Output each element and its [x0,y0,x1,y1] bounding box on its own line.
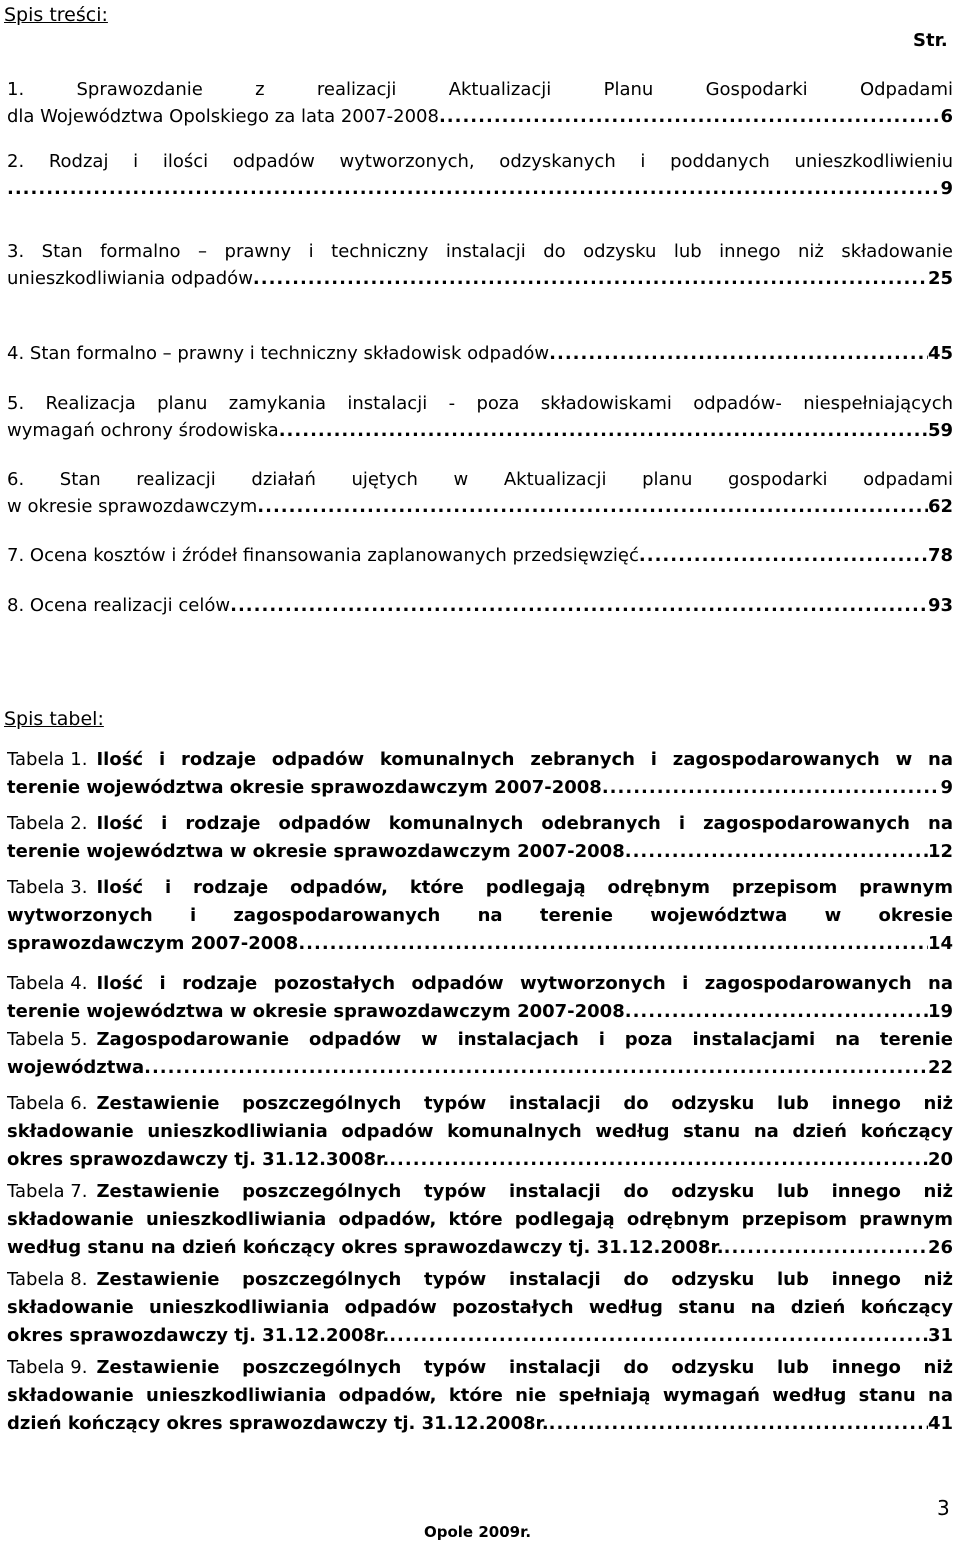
toc-title-line: 5. Realizacja planu zamykania instalacji - poza składowiskami odpadów- niespełniających [7,393,953,414]
toc-title-line: 8. Ocena realizacji celów [7,595,231,616]
table-list-title-line: Ilość i rodzaje odpadów komunalnych zebranych i zagospodarowanych w na [96,749,953,770]
table-list-title-line: okres sprawozdawczy tj. 31.12.2008r. [7,1325,390,1346]
table-list-title-line: Ilość i rodzaje odpadów komunalnych odebranych i zagospodarowanych na [96,813,953,834]
dot-leader [549,1412,928,1436]
table-list-title-line: Zestawienie poszczególnych typów instalacji do odzysku lub innego niż [96,1357,953,1378]
dot-leader [279,419,928,443]
table-list-title-line: wytworzonych i zagospodarowanych na terenie województwa w okresie [7,905,953,926]
toc-page-number: 93 [927,595,953,616]
toc-page-number: 62 [927,496,953,517]
dot-leader [625,840,928,864]
table-list-title-line: składowanie unieszkodliwiania odpadów, które podlegają odrębnym przepisom prawnym [7,1209,953,1230]
dot-leader [389,1324,928,1348]
table-list-page-number: 20 [927,1149,953,1170]
dot-leader [389,1148,928,1172]
dot-leader [724,1236,928,1260]
dot-leader [602,776,941,800]
table-list-title-line: składowanie unieszkodliwiania odpadów, które nie spełniają wymagań według stanu na [7,1385,953,1406]
table-list-title-line: składowanie unieszkodliwiania odpadów komunalnych według stanu na dzień kończący [7,1121,953,1142]
table-list-label: Tabela 3. [7,877,88,898]
toc-page-number: 78 [927,545,953,566]
toc-title-line: 4. Stan formalno – prawny i techniczny składowisk odpadów [7,343,550,364]
table-list-title-line: według stanu na dzień kończący okres sprawozdawczy tj. 31.12.2008r. [7,1237,724,1258]
table-list-title-line: dzień kończący okres sprawozdawczy tj. 31.12.2008r. [7,1413,549,1434]
page-column-label: Str. [913,30,948,51]
table-list-title-line: Ilość i rodzaje odpadów, które podlegają odrębnym przepisom prawnym [96,877,953,898]
table-list-page-number: 41 [927,1413,953,1434]
table-list-label: Tabela 6. [7,1093,88,1114]
table-list-page-number: 19 [927,1001,953,1022]
dot-leader [257,495,928,519]
toc-title-line: 7. Ocena kosztów i źródeł finansowania zaplanowanych przedsięwzięć [7,545,639,566]
table-list-page-number: 9 [940,777,953,798]
toc-title-line: 6. Stan realizacji działań ujętych w Aktualizacji planu gospodarki odpadami [7,469,953,490]
toc-page-number: 59 [927,420,953,441]
table-list-title-line: składowanie unieszkodliwiania odpadów pozostałych według stanu na dzień kończący [7,1297,953,1318]
dot-leader [230,594,928,618]
toc-page-number: 25 [927,268,953,289]
toc-title-line: wymagań ochrony środowiska [7,420,279,441]
table-list-label: Tabela 8. [7,1269,88,1290]
table-list-title-line: terenie województwa okresie sprawozdawczym 2007-2008 [7,777,602,798]
table-list-title-line: Zestawienie poszczególnych typów instalacji do odzysku lub innego niż [96,1269,953,1290]
dot-leader [439,105,941,129]
table-list-title-line: sprawozdawczym 2007-2008 [7,933,299,954]
table-list-title-line: terenie województwa w okresie sprawozdawczym 2007-2008 [7,841,625,862]
toc-page-number: 6 [940,106,953,127]
dot-leader [253,267,928,291]
table-list-title-line: województwa [7,1057,145,1078]
dot-leader [549,342,928,366]
table-list-label: Tabela 9. [7,1357,88,1378]
table-list-page-number: 14 [927,933,953,954]
page-number: 3 [937,1496,950,1520]
dot-leader [639,544,928,568]
dot-leader [625,1000,928,1024]
table-list-page-number: 26 [927,1237,953,1258]
toc-title-line: unieszkodliwiania odpadów [7,268,253,289]
table-list-label: Tabela 1. [7,749,88,770]
table-list-title-line: Zagospodarowanie odpadów w instalacjach i poza instalacjami na terenie [96,1029,953,1050]
table-list-label: Tabela 7. [7,1181,88,1202]
dot-leader [7,177,940,201]
toc-page-number: 45 [927,343,953,364]
dot-leader [298,932,928,956]
toc-title-line: w okresie sprawozdawczym [7,496,258,517]
table-list-page-number: 12 [927,841,953,862]
table-list-page-number: 22 [927,1057,953,1078]
table-list-title-line: terenie województwa w okresie sprawozdawczym 2007-2008 [7,1001,625,1022]
table-list-label: Tabela 5. [7,1029,88,1050]
toc-page-number: 9 [940,178,953,199]
table-list-label: Tabela 2. [7,813,88,834]
table-list-title-line: Zestawienie poszczególnych typów instalacji do odzysku lub innego niż [96,1093,953,1114]
toc-heading: Spis treści: [4,4,108,26]
table-list-page-number: 31 [927,1325,953,1346]
toc-title-line: 2. Rodzaj i ilości odpadów wytworzonych, odzyskanych i poddanych unieszkodliwieniu [7,151,953,172]
table-list-title-line: Zestawienie poszczególnych typów instalacji do odzysku lub innego niż [96,1181,953,1202]
toc-title-line: 3. Stan formalno – prawny i techniczny instalacji do odzysku lub innego niż składowanie [7,241,953,262]
toc-title-line: 1. Sprawozdanie z realizacji Aktualizacji Planu Gospodarki Odpadami [7,79,953,100]
toc-title-line: dla Województwa Opolskiego za lata 2007-2008 [7,106,439,127]
dot-leader [144,1056,928,1080]
table-list-title-line: okres sprawozdawczy tj. 31.12.3008r. [7,1149,390,1170]
table-list-title-line: Ilość i rodzaje pozostałych odpadów wytworzonych i zagospodarowanych na [96,973,953,994]
table-list-label: Tabela 4. [7,973,88,994]
footer-place-date: Opole 2009r. [424,1523,532,1541]
tables-list-heading: Spis tabel: [4,708,104,730]
